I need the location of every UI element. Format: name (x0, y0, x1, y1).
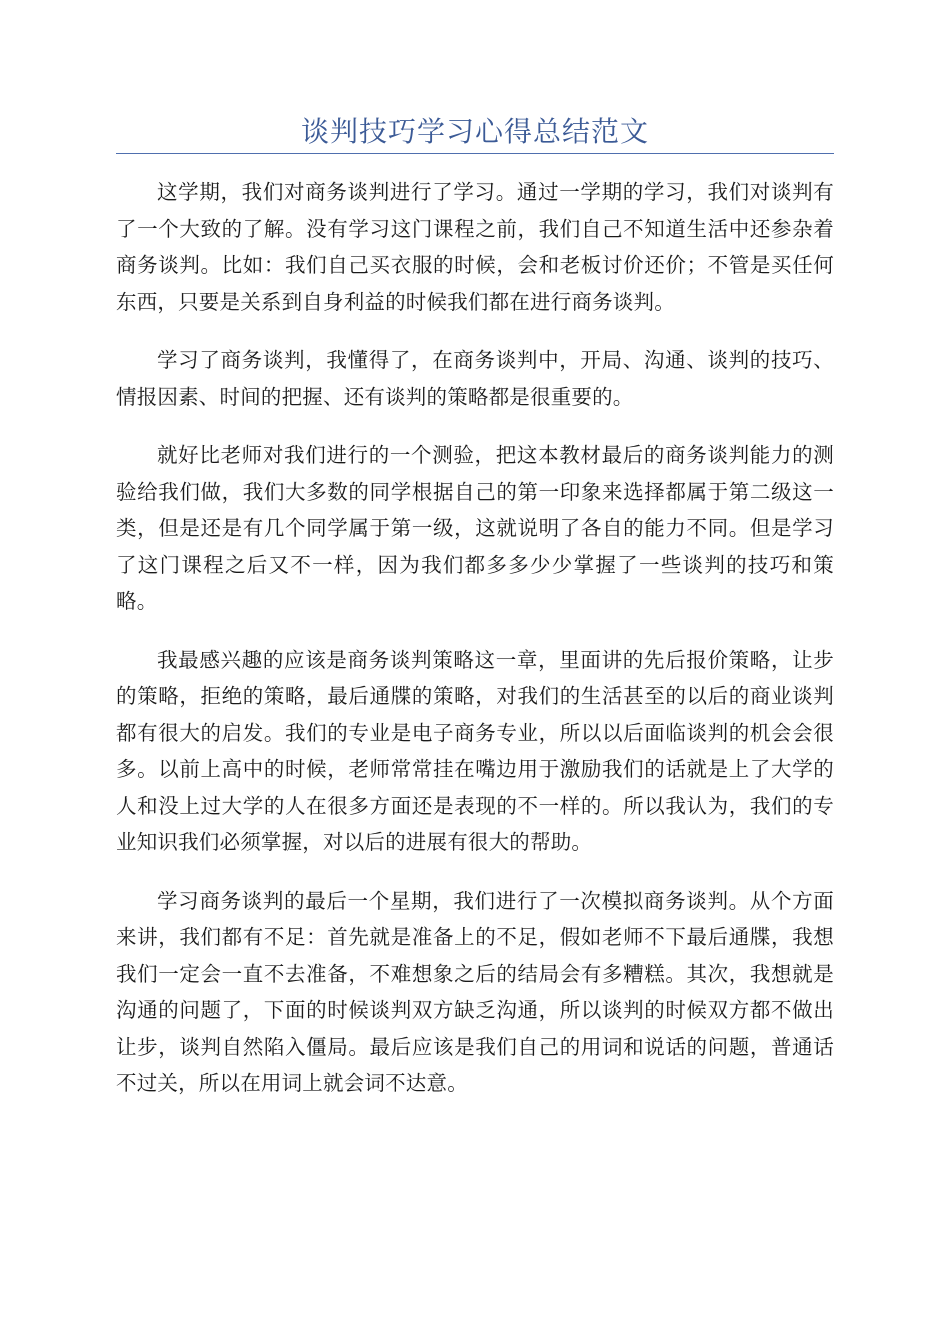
paragraph-3: 就好比老师对我们进行的一个测验，把这本教材最后的商务谈判能力的测验给我们做，我们大多数的同学根据自己的第一印象来选择都属于第二级这一类，但是还是有几个同学属于第一级，这就说明了各自的能力不同。但是学习了这门课程之后又不一样，因为我们都多多少少掌握了一些谈判的技巧和策略。 (116, 443, 834, 613)
document-body (116, 174, 834, 1124)
paragraph-4: 我最感兴趣的应该是商务谈判策略这一章，里面讲的先后报价策略，让步的策略，拒绝的策略，最后通牒的策略，对我们的生活甚至的以后的商业谈判都有很大的启发。我们的专业是电子商务专业，所以以后面临谈判的机会会很多。以前上高中的时候，老师常常挂在嘴边用于激励我们的话就是上了大学的人和没上过大学的人在很多方面还是表现的不一样的。所以我认为，我们的专业知识我们必须掌握，对以后的进展有很大的帮助。 (116, 647, 834, 854)
paragraph-5: 学习商务谈判的最后一个星期，我们进行了一次模拟商务谈判。从个方面来讲，我们都有不足：首先就是准备上的不足，假如老师不下最后通牒，我想我们一定会一直不去准备，不难想象之后的结局会有多糟糕。其次，我想就是沟通的问题了，下面的时候谈判双方缺乏沟通，所以谈判的时候双方都不做出让步，谈判自然陷入僵局。最后应该是我们自己的用词和说话的问题，普通话不过关，所以在用词上就会词不达意。 (116, 888, 834, 1095)
title-underline-divider (116, 153, 834, 154)
paragraph-2: 学习了商务谈判，我懂得了，在商务谈判中，开局、沟通、谈判的技巧、情报因素、时间的把握、还有谈判的策略都是很重要的。 (116, 348, 834, 409)
document-title: 谈判技巧学习心得总结范文 (300, 115, 649, 148)
paragraph-1: 这学期，我们对商务谈判进行了学习。通过一学期的学习，我们对谈判有了一个大致的了解。没有学习这门课程之前，我们自己不知道生活中还参杂着商务谈判。比如：我们自己买衣服的时候，会和老板讨价还价；不管是买任何东西，只要是关系到自身利益的时候我们都在进行商务谈判。 (116, 180, 834, 314)
